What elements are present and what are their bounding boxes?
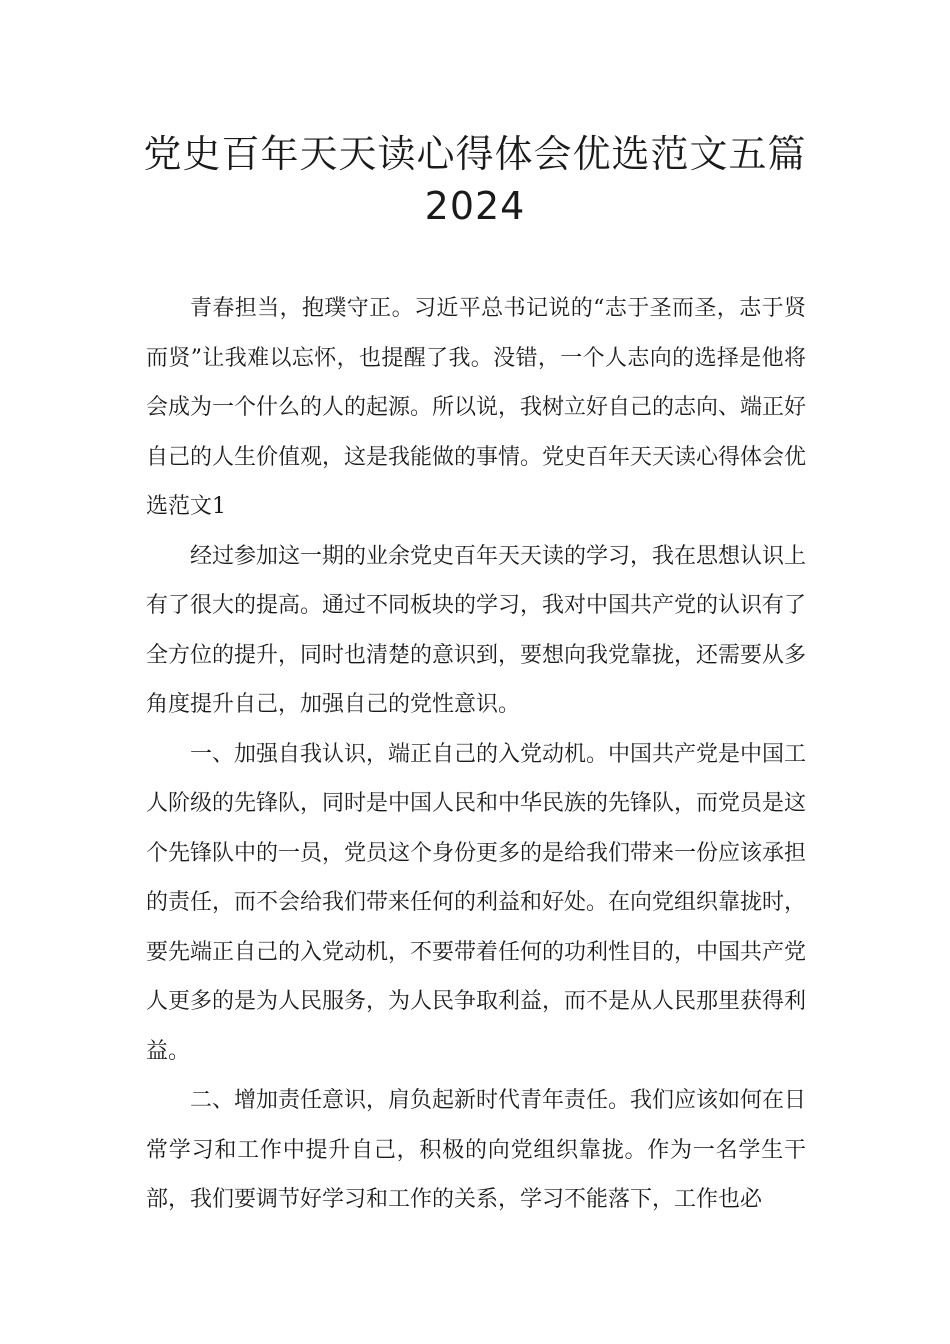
document-body: [146, 284, 806, 1225]
paragraph: 青春担当，抱璞守正。习近平总书记说的“志于圣而圣，志于贤而贤”让我难以忘怀，也提醒了我。没错，一个人志向的选择是他将会成为一个什么的人的起源。所以说，我树立好自己的志向、端正好自己的人生价值观，这是我能做的事情。党史百年天天读心得体会优选范文1: [146, 296, 807, 519]
title-line-1: 党史百年天天读心得体会优选范文五篇: [143, 132, 807, 176]
paragraph: 一、加强自我认识，端正自己的入党动机。中国共产党是中国工人阶级的先锋队，同时是中国人民和中华民族的先锋队，而党员是这个先锋队中的一员，党员这个身份更多的是给我们带来一份应该承担的责任，而不会给我们带来任何的利益和好处。在向党组织靠拢时，要先端正自己的入党动机，不要带着任何的功利性目的，中国共产党人更多的是为人民服务，为人民争取利益，而不是从人民那里获得利益。: [146, 741, 807, 1064]
paragraph: 二、增加责任意识，肩负起新时代青年责任。我们应该如何在日常学习和工作中提升自己，积极的向党组织靠拢。作为一名学生干部，我们要调节好学习和工作的关系，学习不能落下，工作也必: [146, 1088, 807, 1212]
document-title: [100, 128, 850, 232]
paragraph: 经过参加这一期的业余党史百年天天读的学习，我在思想认识上有了很大的提高。通过不同板块的学习，我对中国共产党的认识有了全方位的提升，同时也清楚的意识到，要想向我党靠拢，还需要从多角度提升自己，加强自己的党性意识。: [146, 543, 807, 717]
title-line-2: 2024: [424, 184, 526, 228]
